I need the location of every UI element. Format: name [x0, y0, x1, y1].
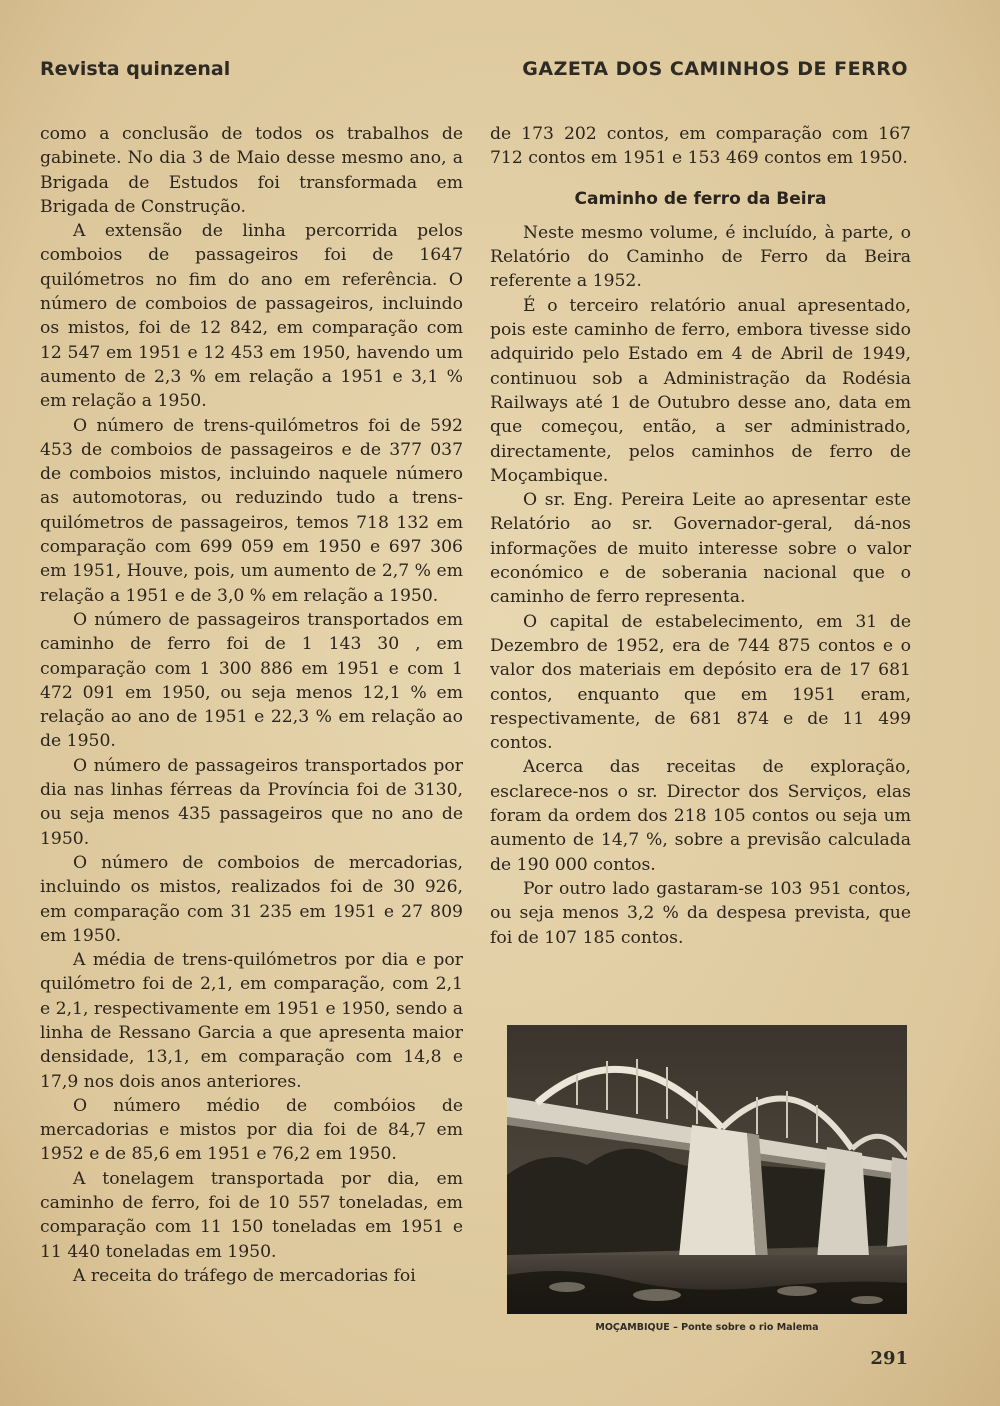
- left-column: [40, 122, 463, 1288]
- paragraph: A receita do tráfego de mercadorias foi: [73, 1265, 416, 1286]
- page-number: 291: [870, 1348, 908, 1369]
- paragraph: Neste mesmo volume, é incluído, à parte, o Relatório do Caminho de Ferro da Beira referente a 1952.: [490, 222, 911, 292]
- journal-title: GAZETA DOS CAMINHOS DE FERRO: [522, 58, 908, 80]
- right-column: [490, 122, 911, 950]
- section-title: Caminho de ferro da Beira: [574, 188, 827, 209]
- journal-frequency: Revista quinzenal: [40, 58, 231, 80]
- paragraph: Acerca das receitas de exploração, esclarece-nos o sr. Director dos Serviços, elas foram da ordem dos 218 105 contos ou seja um aumento de 14,7 %, sobre a previsão calculada de 190 000 contos.: [490, 757, 911, 875]
- paragraph: Por outro lado gastaram-se 103 951 contos, ou seja menos 3,2 % da despesa prevista, que foi de 107 185 contos.: [490, 878, 911, 948]
- photo-caption: MOÇAMBIQUE – Ponte sobre o rio Malema: [595, 1322, 819, 1333]
- paragraph: O número de passageiros transportados por dia nas linhas férreas da Província foi de 3130, ou seja menos 435 passageiros que no ano de 1950.: [40, 755, 463, 849]
- paragraph: O capital de estabelecimento, em 31 de Dezembro de 1952, era de 744 875 contos e o valor dos materiais em depósito era de 17 681 contos, enquanto que em 1951 eram, respectivamente, de 681 874 e de 11 499 contos.: [490, 611, 911, 754]
- bridge-photo: [507, 1025, 907, 1314]
- paragraph: A média de trens-quilómetros por dia e por quilómetro foi de 2,1, em comparação, com 2,1 e 2,1, respectivamente em 1951 e 1950, sendo a linha de Ressano Garcia a que apresenta maior densidade, 13,1, em comparação com 14,8 e 17,9 nos dois anos anteriores.: [40, 950, 463, 1092]
- paragraph: A extensão de linha percorrida pelos comboios de passageiros foi de 1647 quilómetros no fim do ano em referência. O número de comboios de passageiros, incluindo os mistos, foi de 12 842, em comparação com 12 547 em 1951 e 12 453 em 1950, havendo um aumento de 2,3 % em relação a 1951 e 3,1 % em relação a 1950.: [40, 221, 463, 412]
- paragraph: como a conclusão de todos os trabalhos de gabinete. No dia 3 de Maio desse mesmo ano, a Brigada de Estudos foi transformada em Brigada de Construção.: [40, 124, 463, 217]
- paragraph: É o terceiro relatório anual apresentado, pois este caminho de ferro, embora tivesse sido adquirido pelo Estado em 4 de Abril de 1949, continuou sob a Administração da Rodésia Railways até 1 de Outubro desse ano, data em que começou, então, a ser administrado, directamente, pelos caminhos de ferro de Moçambique.: [490, 295, 911, 486]
- paragraph: O sr. Eng. Pereira Leite ao apresentar este Relatório ao sr. Governador-geral, dá-nos informações de muito interesse sobre o valor económico e de soberania nacional que o caminho de ferro representa.: [490, 490, 911, 608]
- paragraph: O número de trens-quilómetros foi de 592 453 de comboios de passageiros e de 377 037 de comboios mistos, incluindo naquele número as automotoras, ou reduzindo tudo a trens-quilómetros de passageiros, temos 718 132 em comparação com 699 059 em 1950 e 697 306 em 1951, Houve, pois, um aumento de 2,7 % em relação a 1951 e de 3,0 % em relação a 1950.: [40, 415, 463, 606]
- paragraph: de 173 202 contos, em comparação com 167 712 contos em 1951 e 153 469 contos em 1950.: [490, 124, 911, 169]
- paragraph: O número de passageiros transportados em caminho de ferro foi de 1 143 30 , em comparação com 1 300 886 em 1951 e com 1 472 091 em 1950, ou seja menos 12,1 % em relação ao ano de 1951 e 22,3 % em relação ao de 1950.: [40, 609, 463, 752]
- paragraph: A tonelagem transportada por dia, em caminho de ferro, foi de 10 557 toneladas, em comparação com 11 150 toneladas em 1951 e 11 440 toneladas em 1950.: [40, 1168, 463, 1262]
- paragraph: O número médio de combóios de mercadorias e mistos por dia foi de 84,7 em 1952 e de 85,6 em 1951 e 76,2 em 1950.: [40, 1095, 463, 1165]
- paragraph: O número de comboios de mercadorias, incluindo os mistos, realizados foi de 30 926, em comparação com 31 235 em 1951 e 27 809 em 1950.: [40, 852, 463, 946]
